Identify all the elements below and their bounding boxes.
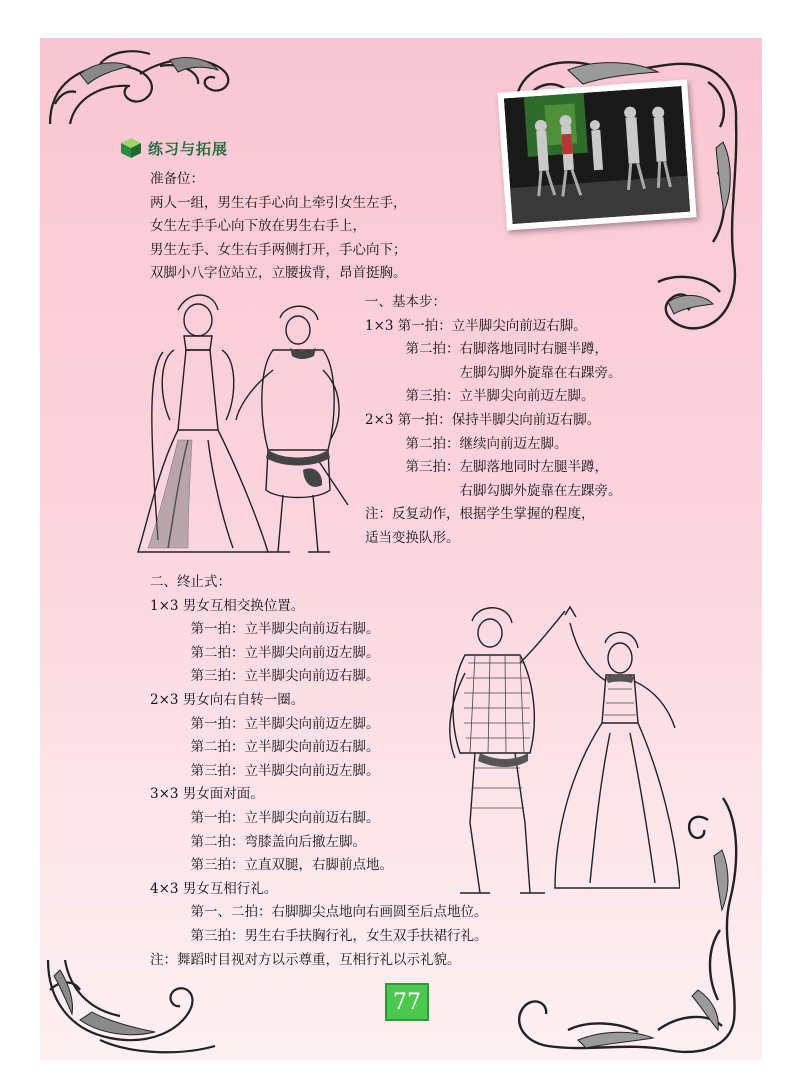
section-heading <box>120 136 228 160</box>
text-line: 3×3 男女面对面。 <box>150 786 264 803</box>
dance-photo <box>497 80 696 231</box>
text-line: 第三拍：立半脚尖向前迈右脚。 <box>150 668 380 685</box>
text-line: 一、基本步： <box>365 294 446 310</box>
text-line: 1×3 第一拍：立半脚尖向前迈右脚。 <box>365 317 587 334</box>
text-line: 第三拍：立半脚尖向前迈左脚。 <box>365 388 595 405</box>
text-line: 第一、二拍：右脚脚尖点地向右画圆至后点地位。 <box>150 904 488 921</box>
textbook-page <box>40 38 762 1060</box>
couple-illustration-1 <box>118 290 368 565</box>
text-line: 第一拍：立半脚尖向前迈右脚。 <box>150 809 380 826</box>
text-line: 注：反复动作，根据学生掌握的程度， <box>365 506 595 523</box>
text-line: 适当变换队形。 <box>365 529 460 546</box>
corner-ornament-bottom-left <box>40 950 230 1060</box>
text-line: 第一拍：立半脚尖向前迈右脚。 <box>150 621 380 638</box>
text-line: 右脚勾脚外旋靠在左踝旁。 <box>365 482 622 499</box>
text-line: 左脚勾脚外旋靠在右踝旁。 <box>365 364 622 381</box>
text-line: 女生左手手心向下放在男生右手上， <box>150 218 366 235</box>
basic-steps-text <box>365 291 622 551</box>
text-line: 第三拍：立直双腿，右脚前点地。 <box>150 857 393 874</box>
text-line: 第三拍：左脚落地同时左腿半蹲， <box>365 459 608 476</box>
text-line: 第三拍：男生右手扶胸行礼，女生双手扶裙行礼。 <box>150 927 488 944</box>
text-line: 4×3 男女互相行礼。 <box>150 880 278 897</box>
text-line: 男生左手、女生右手两侧打开，手心向下； <box>150 241 407 258</box>
cube-icon <box>120 137 142 159</box>
corner-ornament-bottom-right <box>508 790 748 1060</box>
corner-ornament-top-left <box>40 44 240 134</box>
text-line: 第三拍：立半脚尖向前迈左脚。 <box>150 762 380 779</box>
text-line: 第二拍：继续向前迈左脚。 <box>365 435 568 452</box>
text-line: 第二拍：右脚落地同时右腿半蹲， <box>365 341 608 358</box>
text-line: 1×3 男女互相交换位置。 <box>150 597 305 614</box>
text-line: 第二拍：弯膝盖向后撤左脚。 <box>150 833 366 850</box>
text-line: 注：舞蹈时目视对方以示尊重，互相行礼以示礼貌。 <box>150 951 461 968</box>
text-line: 第一拍：立半脚尖向前迈左脚。 <box>150 715 380 732</box>
preparation-heading: 准备位： <box>150 171 204 187</box>
text-line: 二、终止式： <box>150 574 231 590</box>
text-line: 2×3 男女向右自转一圈。 <box>150 691 305 708</box>
text-line: 第二拍：立半脚尖向前迈右脚。 <box>150 739 380 756</box>
text-line: 两人一组，男生右手心向上牵引女生左手， <box>150 194 407 211</box>
ending-steps-text <box>150 571 488 972</box>
section-title: 练习与拓展 <box>148 139 229 158</box>
text-line: 第二拍：立半脚尖向前迈左脚。 <box>150 644 380 661</box>
text-line: 双脚小八字位站立，立腰拔背，昂首挺胸。 <box>150 265 407 282</box>
preparation-text <box>150 168 407 286</box>
text-line: 2×3 第一拍：保持半脚尖向前迈右脚。 <box>365 411 601 428</box>
page-number: 77 <box>385 983 429 1021</box>
